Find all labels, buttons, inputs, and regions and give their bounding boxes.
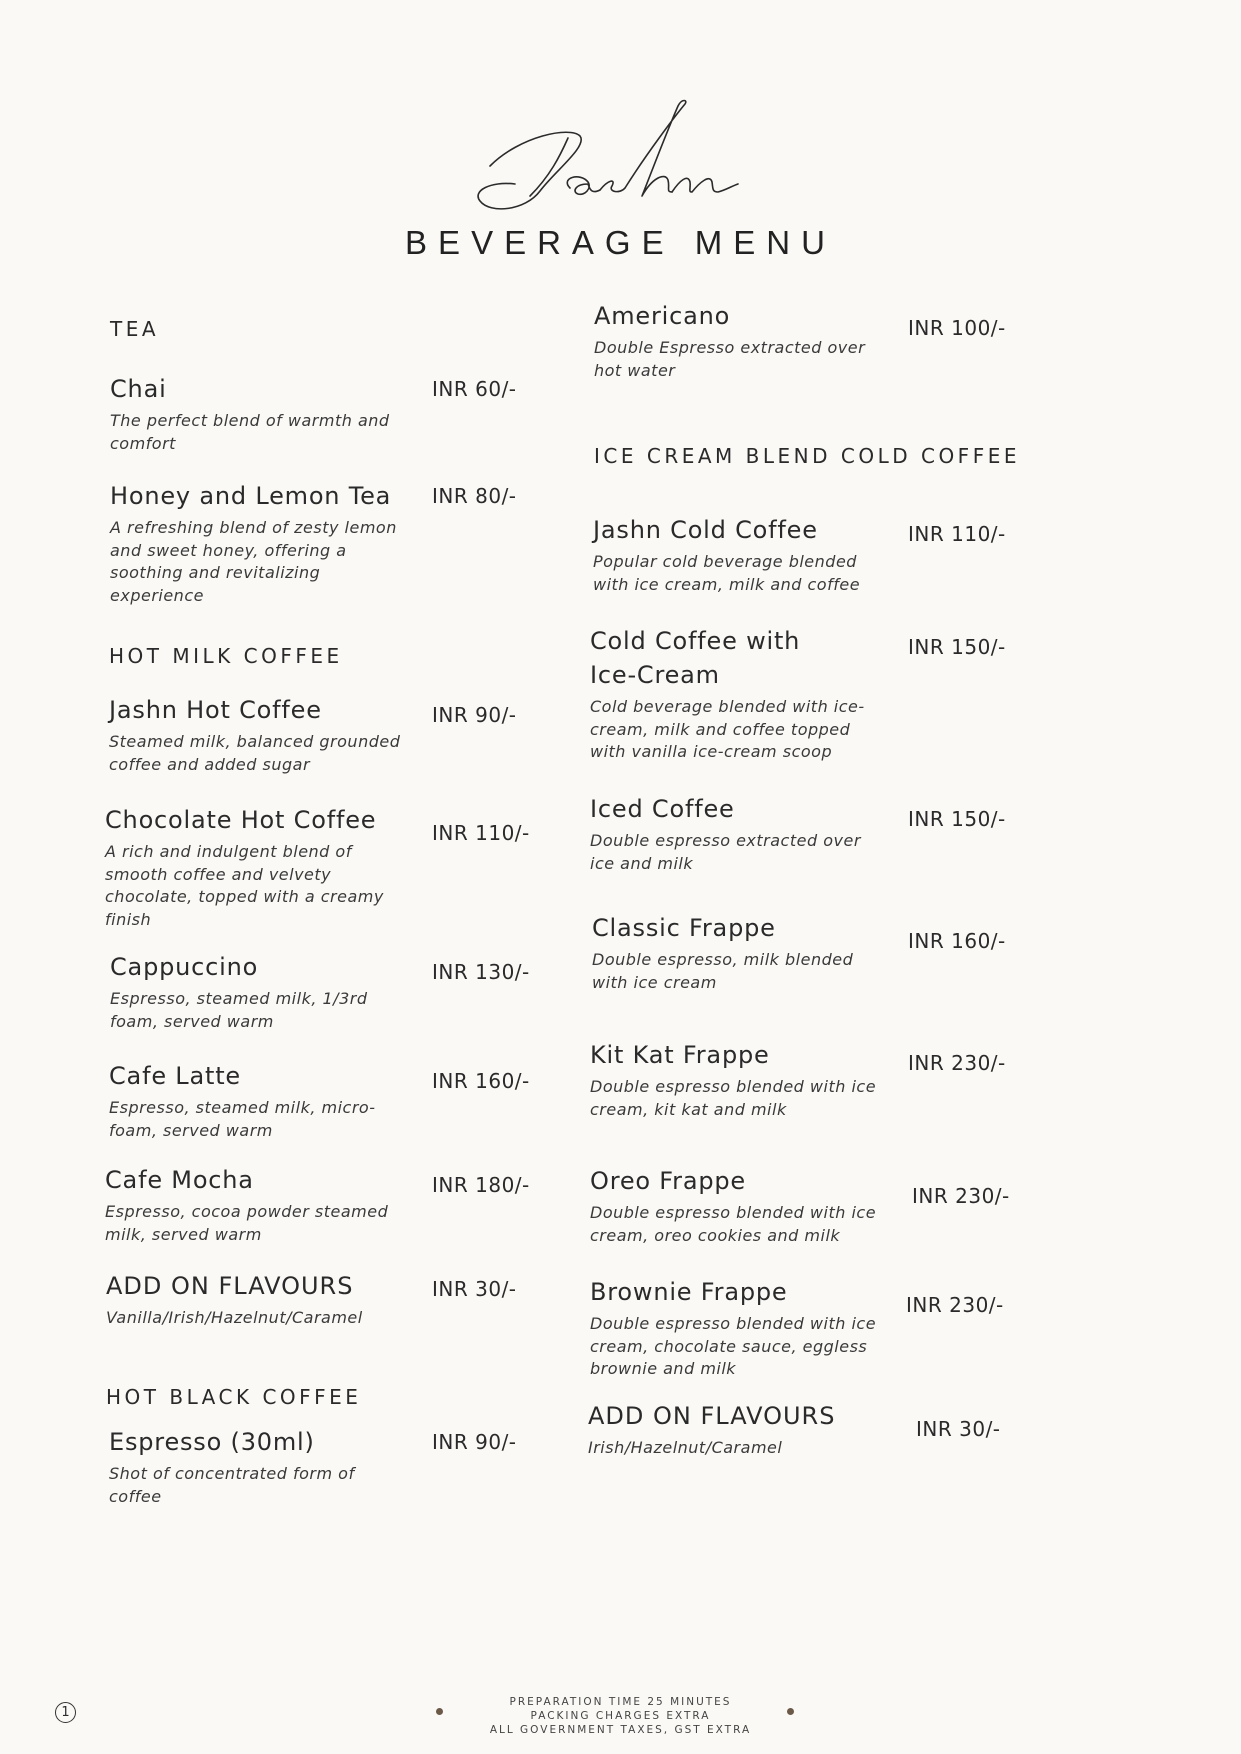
item-name: Brownie Frappe	[590, 1278, 788, 1306]
section-heading-hot-milk-coffee: HOT MILK COFFEE	[109, 644, 343, 668]
menu-item	[105, 1163, 405, 1246]
item-description: Double espresso blended with ice cream, chocolate sauce, eggless brownie and milk	[590, 1314, 877, 1378]
item-price: INR 150/-	[908, 807, 1006, 831]
item-name: Espresso (30ml)	[109, 1428, 315, 1456]
item-price: INR 160/-	[432, 1069, 530, 1093]
section-heading-ice-cream-blend: ICE CREAM BLEND COLD COFFEE	[594, 444, 1020, 468]
item-name: Jashn Cold Coffee	[593, 516, 818, 544]
item-description: Steamed milk, balanced grounded coffee and added sugar	[109, 732, 401, 774]
menu-item	[110, 479, 410, 607]
item-name: Classic Frappe	[592, 914, 776, 942]
item-price: INR 150/-	[908, 635, 1006, 659]
menu-item	[592, 911, 892, 994]
item-name: Chai	[110, 375, 167, 403]
jashn-script-logo	[460, 96, 780, 226]
footer-line: ALL GOVERNMENT TAXES, GST EXTRA	[489, 1724, 752, 1736]
item-price: INR 160/-	[908, 929, 1006, 953]
section-heading-tea: TEA	[110, 317, 160, 341]
item-description: Double Espresso extracted over hot water	[594, 338, 866, 380]
item-price: INR 80/-	[432, 484, 517, 508]
menu-item	[110, 950, 410, 1033]
item-price: INR 90/-	[432, 1430, 517, 1454]
menu-item	[590, 624, 890, 764]
item-name: Cold Coffee with Ice-Cream	[590, 627, 801, 689]
menu-item	[594, 299, 894, 382]
item-description: Double espresso blended with ice cream, kit kat and milk	[590, 1077, 877, 1119]
menu-item	[105, 803, 405, 931]
item-name: Cafe Latte	[109, 1062, 241, 1090]
item-name: ADD ON FLAVOURS	[106, 1272, 354, 1300]
item-price: INR 90/-	[432, 703, 517, 727]
footer-notes	[0, 1695, 1241, 1737]
item-price: INR 100/-	[908, 316, 1006, 340]
footer-line: PREPARATION TIME 25 MINUTES	[509, 1696, 732, 1708]
section-heading-hot-black-coffee: HOT BLACK COFFEE	[106, 1385, 362, 1409]
item-price: INR 230/-	[906, 1293, 1004, 1317]
menu-item	[590, 1038, 890, 1121]
add-on-flavours	[106, 1269, 426, 1330]
item-price: INR 30/-	[916, 1417, 1001, 1441]
item-description: Cold beverage blended with ice- cream, milk and coffee topped with vanilla ice-cream scoop	[590, 697, 865, 761]
item-description: Shot of concentrated form of coffee	[109, 1464, 355, 1506]
item-name: Americano	[594, 302, 731, 330]
menu-item	[590, 792, 890, 875]
item-name: Chocolate Hot Coffee	[105, 806, 377, 834]
item-name: ADD ON FLAVOURS	[588, 1402, 836, 1430]
menu-item	[109, 1059, 409, 1142]
menu-item	[593, 513, 893, 596]
page-number: 1	[55, 1702, 76, 1723]
item-price: INR 180/-	[432, 1173, 530, 1197]
menu-item	[109, 693, 409, 776]
item-price: INR 110/-	[908, 522, 1006, 546]
item-name: Oreo Frappe	[590, 1167, 746, 1195]
item-name: Cappuccino	[110, 953, 259, 981]
item-description: A refreshing blend of zesty lemon and sweet honey, offering a soothing and revitalizing experience	[110, 518, 397, 605]
add-on-flavours	[588, 1399, 908, 1460]
item-description: Double espresso extracted over ice and milk	[590, 831, 861, 873]
item-name: Honey and Lemon Tea	[110, 482, 392, 510]
menu-subtitle: BEVERAGE MENU	[405, 224, 836, 261]
item-description: Vanilla/Irish/Hazelnut/Caramel	[106, 1308, 363, 1327]
item-name: Cafe Mocha	[105, 1166, 254, 1194]
menu-item	[109, 1425, 409, 1508]
item-description: Espresso, steamed milk, 1/3rd foam, served warm	[110, 989, 368, 1031]
item-price: INR 60/-	[432, 377, 517, 401]
footer-line: PACKING CHARGES EXTRA	[530, 1710, 711, 1722]
item-price: INR 110/-	[432, 821, 530, 845]
item-description: Irish/Hazelnut/Caramel	[588, 1438, 783, 1457]
item-price: INR 230/-	[908, 1051, 1006, 1075]
menu-item	[110, 372, 410, 455]
item-description: Espresso, steamed milk, micro- foam, served warm	[109, 1098, 376, 1140]
menu-item	[590, 1275, 890, 1381]
item-name: Jashn Hot Coffee	[109, 696, 322, 724]
item-description: Espresso, cocoa powder steamed milk, served warm	[105, 1202, 389, 1244]
item-price: INR 230/-	[912, 1184, 1010, 1208]
item-description: Double espresso blended with ice cream, oreo cookies and milk	[590, 1203, 877, 1245]
item-name: Iced Coffee	[590, 795, 735, 823]
menu-item	[590, 1164, 890, 1247]
brand-logo	[0, 96, 1241, 226]
item-description: The perfect blend of warmth and comfort	[110, 411, 390, 453]
item-description: A rich and indulgent blend of smooth coffee and velvety chocolate, topped with a creamy finish	[105, 842, 384, 929]
item-price: INR 130/-	[432, 960, 530, 984]
item-price: INR 30/-	[432, 1277, 517, 1301]
item-name: Kit Kat Frappe	[590, 1041, 770, 1069]
item-description: Double espresso, milk blended with ice cream	[592, 950, 854, 992]
item-description: Popular cold beverage blended with ice cream, milk and coffee	[593, 552, 861, 594]
